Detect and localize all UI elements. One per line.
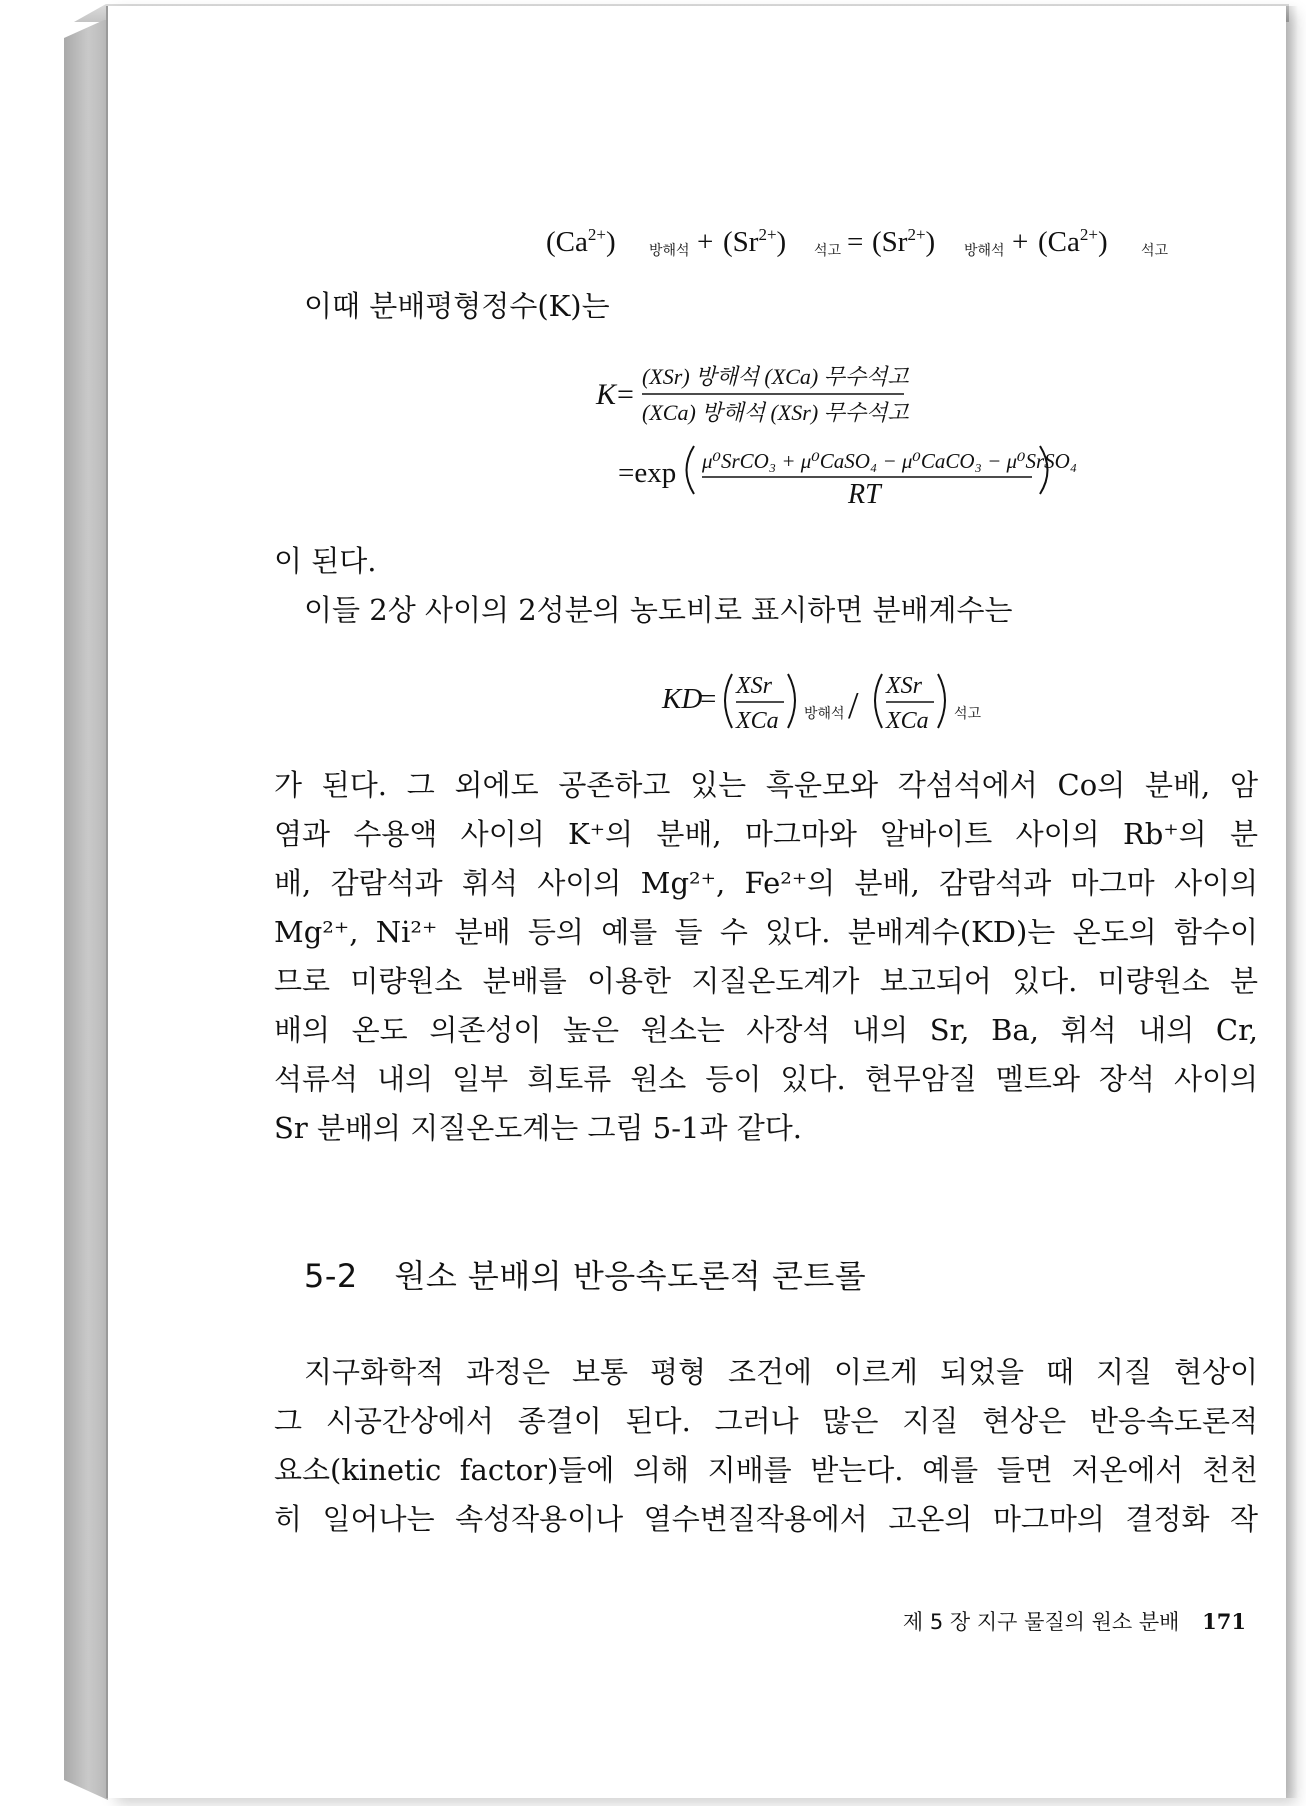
svg-text:=exp: =exp	[618, 457, 677, 489]
partition-intro-line: 이들 2상 사이의 2성분의 농도비로 표시하면 분배계수는	[304, 593, 1013, 627]
svg-text:XCa: XCa	[886, 708, 929, 734]
intro-line: 이때 분배평형정수(K)는	[304, 289, 610, 323]
svg-text:+: +	[697, 226, 714, 258]
text-line: 배의 온도 의존성이 높은 원소는 사장석 내의 Sr, Ba, 휘석 내의 Cr,	[274, 1013, 1258, 1047]
svg-text:K: K	[596, 378, 617, 411]
svg-text:방해석: 방해석	[649, 243, 690, 259]
svg-text:석고: 석고	[1141, 243, 1169, 259]
exchange-equation	[274, 211, 1258, 271]
text-line: 그 시공간상에서 종결이 된다. 그러나 많은 지질 현상은 반응속도론적	[274, 1404, 1258, 1438]
svg-text:=: =	[617, 378, 634, 411]
chapter-title: 제 5 장 지구 물질의 원소 분배	[902, 1610, 1180, 1634]
becomes-line: 이 된다.	[274, 544, 377, 578]
page-footer	[903, 1606, 1246, 1636]
svg-text:RT: RT	[848, 479, 881, 510]
partition-constant-equation	[274, 354, 1258, 524]
text-line: 므로 미량원소 분배를 이용한 지질온도계가 보고되어 있다. 미량원소 분	[274, 964, 1258, 998]
svg-text:방해석: 방해석	[804, 706, 845, 722]
svg-text:XSr: XSr	[886, 673, 922, 699]
section-heading	[304, 1251, 866, 1297]
svg-text:(Sr2+): $(Sr^{2+})$	[872, 225, 936, 258]
text-line: 염과 수용액 사이의 K⁺의 분배, 마그마와 알바이트 사이의 Rb⁺의 분	[274, 817, 1258, 851]
svg-text:석고: 석고	[954, 706, 982, 722]
svg-text:석고: 석고	[814, 243, 842, 259]
svg-text:μ⁰SrCO₃ + μ⁰CaSO₄ − μ⁰CaCO₃ −: μ⁰SrCO₃ + μ⁰CaSO₄ − μ⁰CaCO₃ − μ⁰SrSO₄	[702, 449, 1078, 473]
section-title: 원소 분배의 반응속도론적 콘트롤	[394, 1257, 867, 1295]
text-line: 가 된다. 그 외에도 공존하고 있는 흑운모와 각섬석에서 Co의 분배, 암	[274, 768, 1258, 802]
partition-coefficient-equation	[274, 656, 1258, 746]
svg-text:XCa: XCa	[736, 708, 779, 734]
svg-text:방해석: 방해석	[964, 243, 1005, 259]
svg-text:(Sr2+): $(Sr^{2+})$	[723, 225, 787, 258]
text-line: 지구화학적 과정은 보통 평형 조건에 이르게 되었을 때 지질 현상이	[304, 1355, 1258, 1389]
svg-text:=: =	[700, 683, 717, 715]
text-line: Mg²⁺, Ni²⁺ 분배 등의 예를 들 수 있다. 분배계수(KD)는 온도의 함수이	[274, 915, 1258, 949]
text-line: 배, 감람석과 휘석 사이의 Mg²⁺, Fe²⁺의 분배, 감람석과 마그마 사이의	[274, 866, 1258, 900]
svg-text:KD: KD	[662, 683, 703, 715]
book-spine	[64, 20, 108, 1800]
text-line: Sr 분배의 지질온도계는 그림 5-1과 같다.	[274, 1111, 802, 1145]
page-number: 171	[1202, 1609, 1246, 1634]
svg-text:+: +	[1012, 226, 1029, 258]
book-page	[106, 6, 1286, 1798]
paragraph-2	[274, 1348, 1258, 1544]
section-number: 5-2	[304, 1257, 358, 1295]
text-line: 히 일어나는 속성작용이나 열수변질작용에서 고온의 마그마의 결정화 작	[274, 1502, 1258, 1536]
text-line: 석류석 내의 일부 희토류 원소 등이 있다. 현무암질 멜트와 장석 사이의	[274, 1062, 1258, 1096]
svg-text:(Ca2+): $(Ca^{2+})$	[1038, 225, 1108, 258]
svg-text:(XCa) 방해석 (XSr) 무수석고: (XCa) 방해석 (XSr) 무수석고	[642, 400, 909, 425]
text-line: 요소(kinetic factor)들에 의해 지배를 받는다. 예를 들면 저온에서 천천	[274, 1453, 1258, 1487]
svg-text:(XSr) 방해석 (XCa) 무수석고: (XSr) 방해석 (XCa) 무수석고	[642, 364, 909, 389]
svg-text:/: /	[848, 685, 859, 727]
svg-text:(Ca2+): $(Ca^{2+})$	[546, 225, 616, 258]
svg-text:=: =	[847, 226, 864, 258]
paragraph-1	[274, 761, 1258, 1153]
svg-text:XSr: XSr	[736, 673, 772, 699]
